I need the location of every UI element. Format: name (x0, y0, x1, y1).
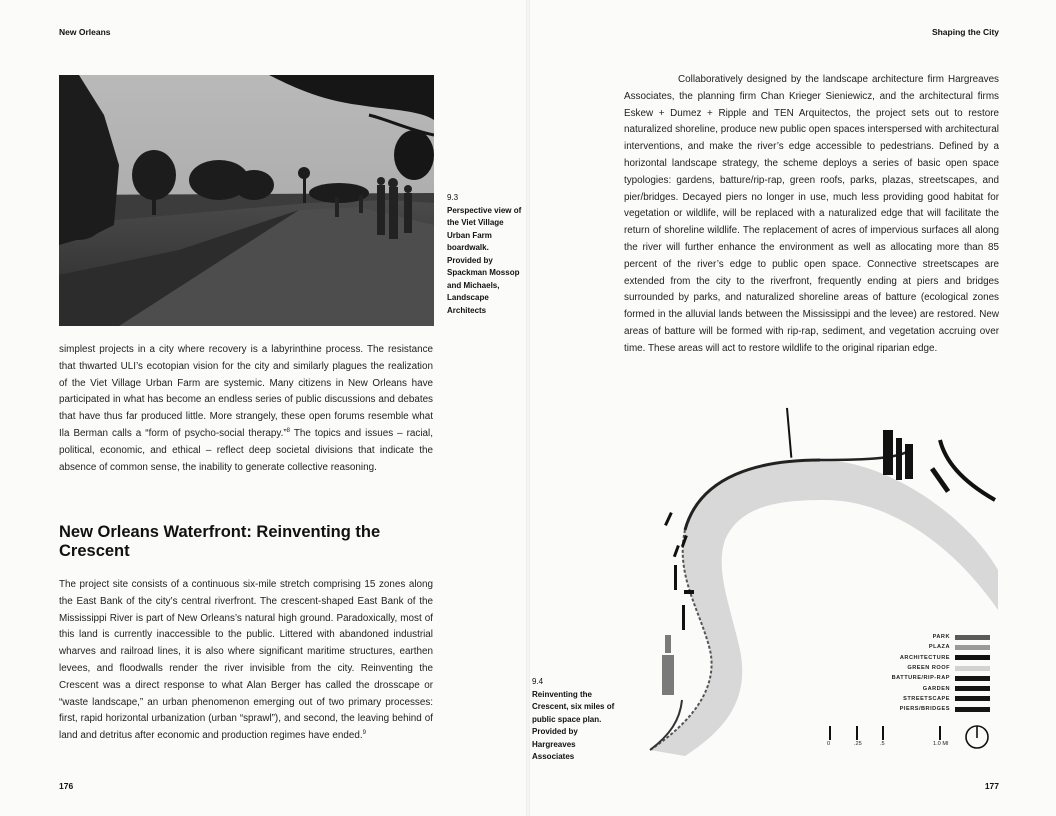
left-paragraph-2 (59, 577, 433, 745)
legend-item (866, 704, 990, 714)
legend-label: PLAZA (928, 644, 950, 651)
running-head-right: Shaping the City (931, 27, 999, 37)
right-paragraph (624, 72, 999, 358)
footnote-ref-9[interactable]: 9 (362, 730, 366, 737)
figure-9-4-number: 9.4 (532, 677, 544, 686)
legend-swatch (955, 686, 990, 691)
legend-swatch (955, 655, 990, 660)
figure-9-3-caption (447, 192, 525, 317)
page-number-right: 177 (984, 781, 999, 791)
scale-label-05: .5 (880, 741, 885, 747)
legend-label: GREEN ROOF (907, 665, 950, 672)
scale-label-0: 0 (827, 741, 831, 747)
legend-item (866, 653, 990, 663)
legend-label: GARDEN (922, 685, 950, 692)
legend-swatch (955, 707, 990, 712)
running-head-left: New Orleans (59, 27, 111, 37)
figure-9-3-photo (59, 75, 434, 326)
right-paragraph-text: Collaboratively designed by the landscape architecture firm Hargreaves Associates, the planning firm Chan Krieger Sieniewicz, and the architectural firms Eskew + Dumez + Ripple and TEN Arquitectos, the project sets out to restore naturalized shoreline, produce new public open spaces interspersed with architectural interventions, and make the river’s edge accessible to pedestrians. Defined by a horizontal landscape strategy, the scheme deploys a series of basic open space typologies: gardens, batture/rip-rap, green roofs, parks, plazas, streetscapes, and pier/bridges. Decayed piers no longer in use, much less providing good habitat for vegetation or wildlife, will be replaced with a naturalized edge that will facilitate the return of shoreline wildlife. The replacement of acres of impervious surfaces all along the river will further enhance the environment as well as allocating more than 85 percent of the river’s edge to public open space. Connective streetscapes are extended from the city to the riverfront, frequently ending at piers and bridges surrounded by parks, and naturalized shoreline areas of batture (ecological zones formed in the alluvial lands between the Mississippi and the levee) are restored. New areas of batture will be formed with rip-rap, sediment, and vegetation accruing over time. These areas will act to restore wildlife to the original riparian edge. (624, 74, 999, 354)
legend-label: PIERS/BRIDGES (899, 706, 950, 713)
figure-9-3-number: 9.3 (447, 193, 459, 202)
legend-swatch (955, 635, 990, 640)
legend-swatch (955, 676, 990, 681)
legend-item (866, 694, 990, 704)
legend-swatch (955, 666, 990, 671)
scale-bar (818, 722, 998, 752)
figure-9-3-caption-text: Perspective view of the Viet Village Urban Farm boardwalk. Provided by Spackman Mossop and Michaels, Landscape Architects (447, 205, 522, 315)
legend-item (866, 632, 990, 642)
legend-label: STREETSCAPE (903, 695, 950, 702)
figure-9-4-caption (532, 676, 618, 764)
scale-label-025: .25 (854, 741, 862, 747)
legend-swatch (955, 696, 990, 701)
footnote-ref-8[interactable]: 8 (286, 427, 290, 434)
map-legend (866, 632, 990, 714)
figure-9-4-caption-text: Reinventing the Crescent, six miles of public space plan. Provided by Hargreaves Associates (532, 689, 615, 761)
left-paragraph-1-text: simplest projects in a city where recovery is a labyrinthine process. The resistance that thwarted ULI’s ecotopian vision for the city and similarly plagues the realization of the Viet Village Urban Farm are systemic. Many citizens in New Orleans have participated in what has become an endless series of public discussions and debates that have thus far produced little. More strangely, these open forums resemble what Ila Berman calls a “form of psycho-social therapy.” (59, 344, 433, 439)
left-paragraph-2-text: The project site consists of a continuous six-mile stretch comprising 15 zones along the East Bank of the city’s central riverfront. The crescent-shaped East Bank of the Mississippi River is part of New Orleans’s natural high ground. Paradoxically, most of this land is currently inaccessible to the public. Littered with abandoned industrial wharves and railroad lines, it is also where significant maritime structures, earthen levees, and floodwalls render the river invisible from the city. Reinventing the Crescent was a direct response to what Alan Berger has called the drosscape or “waste landscape,” an urban phenomenon emerging out of two primary processes: first, rapid horizontal urbanization (urban “sprawl”), and second, the leaving behind of land and detritus after economic and production regimes have ended. (59, 579, 433, 742)
left-paragraph-1-cont: The topics and issues – racial, political, economic, and ethical – reflect deep societal divisions that indicate the absence of common sense, the inability to generate collective reasoning. (59, 427, 433, 473)
legend-label: BATTURE/RIP-RAP (891, 675, 950, 682)
boardwalk-photo (59, 75, 434, 326)
page-number-left: 176 (59, 781, 74, 791)
section-heading: New Orleans Waterfront: Reinventing the Crescent (59, 523, 381, 560)
legend-label: PARK (932, 634, 950, 641)
legend-item (866, 663, 990, 673)
legend-item (866, 642, 990, 652)
legend-label: ARCHITECTURE (899, 654, 950, 661)
left-paragraph-1 (59, 342, 433, 476)
legend-item (866, 673, 990, 683)
scale-label-1mi: 1.0 MI (933, 741, 949, 747)
legend-swatch (955, 645, 990, 650)
book-gutter (526, 0, 530, 816)
legend-item (866, 683, 990, 693)
